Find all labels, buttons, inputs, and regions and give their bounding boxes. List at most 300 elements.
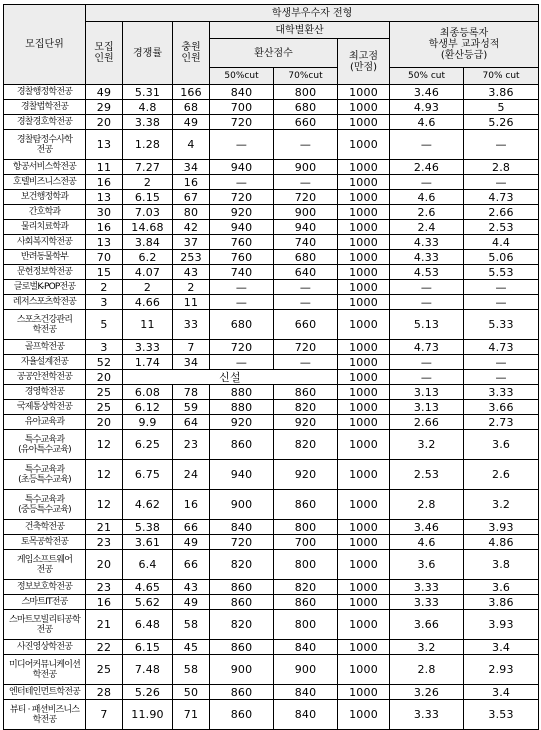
cut50-cell: — [210,175,274,190]
quota-cell: 49 [86,85,123,100]
table-row [4,355,539,370]
competition-cell: 11 [123,310,173,340]
cut50-cell: 720 [210,340,274,355]
cut50-cell: 860 [210,640,274,655]
final-cut50-cell: — [390,355,464,370]
final-cut70-cell: 3.2 [464,490,539,520]
max-score-cell: 1000 [338,280,390,295]
max-score-cell: 1000 [338,655,390,685]
added-cell: 50 [173,685,210,700]
admission-results-table [3,4,539,730]
table-row [4,520,539,535]
final-cut50-cell: 4.53 [390,265,464,280]
competition-cell: 5.26 [123,685,173,700]
cut50-cell: 720 [210,115,274,130]
final-cut70-cell: — [464,295,539,310]
cut70-cell: 840 [274,640,338,655]
final-cut70-cell: 5.33 [464,310,539,340]
table-row [4,490,539,520]
competition-cell: 5.62 [123,595,173,610]
final-cut50-cell: 4.6 [390,115,464,130]
final-cut50-cell: 4.33 [390,250,464,265]
max-score-cell: 1000 [338,700,390,730]
table-row [4,85,539,100]
competition-cell: 4.07 [123,265,173,280]
final-cut50-cell: 3.26 [390,685,464,700]
final-cut70-cell: 2.73 [464,415,539,430]
unit-cell: 호텔비즈니스전공 [4,175,86,190]
max-score-cell: 1000 [338,175,390,190]
table-row [4,415,539,430]
cut70-cell: 660 [274,310,338,340]
unit-cell: 토목공학전공 [4,535,86,550]
cut50-cell: 820 [210,550,274,580]
quota-cell: 20 [86,115,123,130]
final-cut50-cell: 2.53 [390,460,464,490]
cut70-cell: 860 [274,490,338,520]
unit-cell: 미디어커뮤니케이션 학전공 [4,655,86,685]
quota-cell: 70 [86,250,123,265]
quota-cell: 12 [86,490,123,520]
competition-cell: 11.90 [123,700,173,730]
final-cut50-cell: 3.33 [390,595,464,610]
unit-cell: 공공안전학전공 [4,370,86,385]
final-cut50-cell: 4.33 [390,235,464,250]
added-cell: 67 [173,190,210,205]
final-cut70-cell: 3.66 [464,400,539,415]
table-row [4,595,539,610]
final-cut70-cell: 3.6 [464,580,539,595]
max-score-cell: 1000 [338,115,390,130]
max-score-cell: 1000 [338,415,390,430]
unit-cell: 특수교육과 (초등특수교육) [4,460,86,490]
unit-cell: 스마트모빌리티공학 전공 [4,610,86,640]
added-cell: 166 [173,85,210,100]
unit-cell: 스마트IT전공 [4,595,86,610]
unit-cell: 경찰법학전공 [4,100,86,115]
added-cell: 58 [173,610,210,640]
final-cut70-cell: 4.73 [464,190,539,205]
competition-cell: 3.84 [123,235,173,250]
cut70-cell: 680 [274,100,338,115]
unit-cell: 국제통상학전공 [4,400,86,415]
table-row [4,385,539,400]
header-cut70: 70%cut [274,68,338,85]
added-cell: 33 [173,310,210,340]
table-row [4,400,539,415]
unit-cell: 사진영상학전공 [4,640,86,655]
cut70-cell: 900 [274,655,338,685]
cut70-cell: 740 [274,235,338,250]
max-score-cell: 1000 [338,295,390,310]
final-cut70-cell: 3.4 [464,640,539,655]
final-cut70-cell: 4.4 [464,235,539,250]
added-cell: 80 [173,205,210,220]
cut70-cell: 800 [274,550,338,580]
max-score-cell: 1000 [338,250,390,265]
quota-cell: 12 [86,430,123,460]
cut70-cell: 860 [274,595,338,610]
header-group: 학생부우수자 전형 [86,5,539,22]
quota-cell: 21 [86,520,123,535]
added-cell: 42 [173,220,210,235]
max-score-cell: 1000 [338,265,390,280]
quota-cell: 3 [86,295,123,310]
cut70-cell: — [274,130,338,160]
final-cut70-cell: 3.8 [464,550,539,580]
added-cell: 34 [173,160,210,175]
cut50-cell: — [210,280,274,295]
added-cell: 34 [173,355,210,370]
unit-cell: 특수교육과 (유아특수교육) [4,430,86,460]
final-cut50-cell: 2.66 [390,415,464,430]
cut70-cell: 900 [274,160,338,175]
header-competition: 경쟁률 [123,22,173,85]
cut70-cell: 840 [274,700,338,730]
cut50-cell: 840 [210,85,274,100]
quota-cell: 15 [86,265,123,280]
added-cell: 45 [173,640,210,655]
final-cut70-cell: 5.53 [464,265,539,280]
added-cell: 49 [173,595,210,610]
quota-cell: 16 [86,595,123,610]
table-body [4,85,539,730]
quota-cell: 52 [86,355,123,370]
cut70-cell: — [274,175,338,190]
added-cell: 66 [173,550,210,580]
final-cut70-cell: — [464,370,539,385]
table-row [4,130,539,160]
cut70-cell: 840 [274,685,338,700]
added-cell: 4 [173,130,210,160]
cut70-cell: — [274,280,338,295]
final-cut50-cell: 3.2 [390,640,464,655]
unit-cell: 골프학전공 [4,340,86,355]
added-cell: 23 [173,430,210,460]
competition-cell: 6.2 [123,250,173,265]
max-score-cell: 1000 [338,235,390,250]
unit-cell: 특수교육과 (중등특수교육) [4,490,86,520]
cut50-cell: 740 [210,265,274,280]
quota-cell: 20 [86,550,123,580]
header-quota: 모집 인원 [86,22,123,85]
max-score-cell: 1000 [338,130,390,160]
unit-cell: 물리치료학과 [4,220,86,235]
competition-cell: 6.75 [123,460,173,490]
quota-cell: 20 [86,370,123,385]
added-cell: 66 [173,520,210,535]
cut70-cell: 800 [274,85,338,100]
cut50-cell: 860 [210,700,274,730]
competition-cell: 2 [123,280,173,295]
final-cut50-cell: 3.13 [390,400,464,415]
unit-cell: 경영학전공 [4,385,86,400]
competition-cell: 5.31 [123,85,173,100]
final-cut50-cell: 2.6 [390,205,464,220]
table-row [4,430,539,460]
table-row [4,655,539,685]
quota-cell: 23 [86,580,123,595]
final-cut70-cell: 2.93 [464,655,539,685]
added-cell: 7 [173,340,210,355]
final-cut50-cell: 3.2 [390,430,464,460]
table-row [4,580,539,595]
cut50-cell: 720 [210,190,274,205]
unit-cell: 게임소프트웨어 전공 [4,550,86,580]
cut70-cell: 820 [274,400,338,415]
quota-cell: 21 [86,610,123,640]
cut50-cell: — [210,295,274,310]
final-cut70-cell: 3.93 [464,610,539,640]
unit-cell: 경찰경호학전공 [4,115,86,130]
table-row [4,190,539,205]
max-score-cell: 1000 [338,385,390,400]
quota-cell: 7 [86,700,123,730]
added-cell: 49 [173,535,210,550]
final-cut50-cell: 5.13 [390,310,464,340]
max-score-cell: 1000 [338,205,390,220]
added-cell: 71 [173,700,210,730]
competition-cell: 6.4 [123,550,173,580]
final-cut50-cell: — [390,280,464,295]
cut50-cell: 900 [210,490,274,520]
competition-cell: 14.68 [123,220,173,235]
cut50-cell: 860 [210,595,274,610]
competition-cell: 4.66 [123,295,173,310]
header-final-cut70: 70% cut [464,68,539,85]
cut70-cell: 920 [274,460,338,490]
quota-cell: 29 [86,100,123,115]
table-row [4,340,539,355]
table-row [4,460,539,490]
cut50-cell: 860 [210,430,274,460]
competition-cell: 4.62 [123,490,173,520]
competition-cell: 7.27 [123,160,173,175]
cut50-cell: — [210,355,274,370]
final-cut70-cell: — [464,130,539,160]
cut70-cell: 940 [274,220,338,235]
cut70-cell: 720 [274,340,338,355]
header-added: 충원 인원 [173,22,210,85]
cut50-cell: 820 [210,610,274,640]
competition-cell: 6.15 [123,640,173,655]
max-score-cell: 1000 [338,220,390,235]
cut70-cell: 660 [274,115,338,130]
final-cut50-cell: 3.46 [390,520,464,535]
competition-cell: 7.03 [123,205,173,220]
cut70-cell: 900 [274,205,338,220]
final-cut50-cell: 3.6 [390,550,464,580]
max-score-cell: 1000 [338,535,390,550]
cut70-cell: 800 [274,610,338,640]
unit-cell: 항공서비스학전공 [4,160,86,175]
quota-cell: 12 [86,460,123,490]
table-row [4,205,539,220]
cut50-cell: 760 [210,235,274,250]
quota-cell: 22 [86,640,123,655]
final-cut70-cell: 2.6 [464,460,539,490]
final-cut70-cell: 5.26 [464,115,539,130]
max-score-cell: 1000 [338,520,390,535]
added-cell: 37 [173,235,210,250]
final-cut50-cell: 2.4 [390,220,464,235]
final-cut50-cell: 2.46 [390,160,464,175]
max-score-cell: 1000 [338,100,390,115]
header-max-score: 최고점 (만점) [338,39,390,85]
competition-cell: 1.28 [123,130,173,160]
cut70-cell: — [274,355,338,370]
max-score-cell: 1000 [338,610,390,640]
max-score-cell: 1000 [338,310,390,340]
table-row [4,250,539,265]
final-cut50-cell: 3.33 [390,580,464,595]
final-cut70-cell: — [464,280,539,295]
max-score-cell: 1000 [338,370,390,385]
competition-cell: 4.8 [123,100,173,115]
final-cut50-cell: 3.33 [390,700,464,730]
table-row [4,295,539,310]
header-cut50: 50%cut [210,68,274,85]
final-cut70-cell: 3.86 [464,85,539,100]
cut70-cell: 700 [274,535,338,550]
max-score-cell: 1000 [338,550,390,580]
unit-cell: 건축학전공 [4,520,86,535]
cut50-cell: 880 [210,385,274,400]
competition-cell: 1.74 [123,355,173,370]
cut50-cell: 940 [210,160,274,175]
cut50-cell: 940 [210,460,274,490]
final-cut70-cell: 3.6 [464,430,539,460]
cut50-cell: 760 [210,250,274,265]
cut50-cell: 700 [210,100,274,115]
competition-cell: 6.25 [123,430,173,460]
quota-cell: 11 [86,160,123,175]
quota-cell: 16 [86,220,123,235]
table-row [4,370,539,385]
unit-cell: 글로벌K-POP전공 [4,280,86,295]
added-cell: 43 [173,265,210,280]
quota-cell: 25 [86,655,123,685]
final-cut70-cell: 2.53 [464,220,539,235]
final-cut70-cell: 5.06 [464,250,539,265]
quota-cell: 2 [86,280,123,295]
max-score-cell: 1000 [338,685,390,700]
competition-cell: 5.38 [123,520,173,535]
new-department-cell: 신설 [123,370,338,385]
final-cut70-cell: 3.93 [464,520,539,535]
unit-cell: 경찰탐정수사학 전공 [4,130,86,160]
cut70-cell: 720 [274,190,338,205]
table-row [4,685,539,700]
final-cut70-cell: 4.86 [464,535,539,550]
final-cut70-cell: 4.73 [464,340,539,355]
final-cut50-cell: 4.6 [390,535,464,550]
cut70-cell: 800 [274,520,338,535]
competition-cell: 7.48 [123,655,173,685]
competition-cell: 6.15 [123,190,173,205]
cut50-cell: 880 [210,400,274,415]
added-cell: 2 [173,280,210,295]
table-row [4,550,539,580]
cut50-cell: 860 [210,685,274,700]
unit-cell: 사회복지학전공 [4,235,86,250]
unit-cell: 유아교육과 [4,415,86,430]
table-row [4,265,539,280]
competition-cell: 3.38 [123,115,173,130]
max-score-cell: 1000 [338,355,390,370]
unit-cell: 간호학과 [4,205,86,220]
table-row [4,100,539,115]
header-final: 최종등록자 학생부 교과성적 (환산등급) [390,22,539,68]
final-cut70-cell: — [464,175,539,190]
added-cell: 59 [173,400,210,415]
final-cut50-cell: 4.6 [390,190,464,205]
added-cell: 68 [173,100,210,115]
table-row [4,700,539,730]
table-row [4,610,539,640]
cut50-cell: 920 [210,205,274,220]
header-final-cut50: 50% cut [390,68,464,85]
added-cell: 16 [173,175,210,190]
cut50-cell: 940 [210,220,274,235]
table-row [4,115,539,130]
quota-cell: 20 [86,415,123,430]
added-cell: 43 [173,580,210,595]
quota-cell: 25 [86,385,123,400]
competition-cell: 4.65 [123,580,173,595]
max-score-cell: 1000 [338,580,390,595]
table-row [4,640,539,655]
unit-cell: 반려동물학부 [4,250,86,265]
cut70-cell: 680 [274,250,338,265]
unit-cell: 뷰티 · 패션비즈니스 학전공 [4,700,86,730]
quota-cell: 5 [86,310,123,340]
table-row [4,220,539,235]
final-cut50-cell: 4.73 [390,340,464,355]
added-cell: 24 [173,460,210,490]
max-score-cell: 1000 [338,85,390,100]
final-cut70-cell: 5 [464,100,539,115]
final-cut70-cell: 3.53 [464,700,539,730]
header-univ-conv: 대학별환산 [210,22,390,39]
added-cell: 16 [173,490,210,520]
cut50-cell: 920 [210,415,274,430]
final-cut70-cell: 2.8 [464,160,539,175]
max-score-cell: 1000 [338,430,390,460]
unit-cell: 자율설계전공 [4,355,86,370]
max-score-cell: 1000 [338,490,390,520]
table-row [4,175,539,190]
max-score-cell: 1000 [338,595,390,610]
competition-cell: 6.08 [123,385,173,400]
max-score-cell: 1000 [338,160,390,175]
final-cut50-cell: 2.8 [390,490,464,520]
table-row [4,235,539,250]
final-cut50-cell: — [390,295,464,310]
competition-cell: 9.9 [123,415,173,430]
cut70-cell: 920 [274,415,338,430]
unit-cell: 스포츠건강관리 학전공 [4,310,86,340]
quota-cell: 30 [86,205,123,220]
added-cell: 49 [173,115,210,130]
header-unit: 모집단위 [4,5,86,85]
max-score-cell: 1000 [338,340,390,355]
unit-cell: 레저스포츠학전공 [4,295,86,310]
table-row [4,310,539,340]
final-cut50-cell: 3.46 [390,85,464,100]
cut50-cell: 860 [210,580,274,595]
added-cell: 11 [173,295,210,310]
